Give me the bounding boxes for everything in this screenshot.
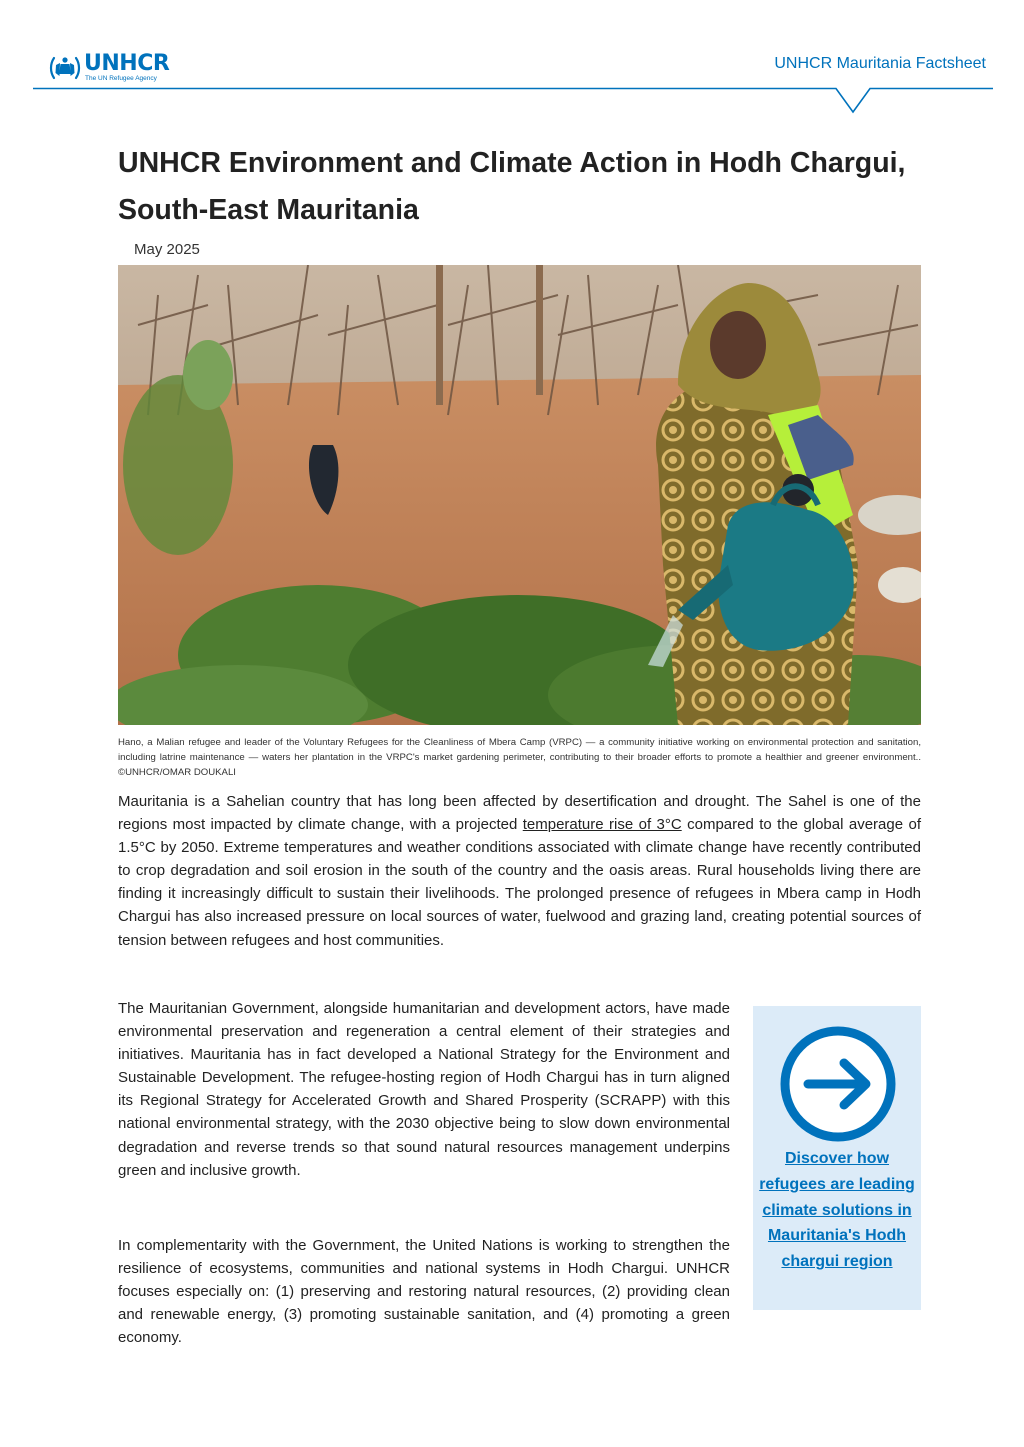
header-rule-divider <box>0 80 1024 120</box>
strategy-paragraph: The Mauritanian Government, alongside humanitarian and development actors, have made environmental preservation and regeneration a central element of their strategies and initiatives. Mauritania has in fact developed a National Strategy for the Environment and Sustainable Development. The refugee-hosting region of Hodh Chargui has in turn aligned its Regional Strategy for Accelerated Growth and Shared Prosperity (SCRAPP) with this national environmental strategy, with the 2030 objective being to slow down environmental degradation and reverse trends so that sound natural resources management underpins green and inclusive growth. <box>118 1000 730 1179</box>
publication-date: May 2025 <box>134 241 200 258</box>
factsheet-label: UNHCR Mauritania Factsheet <box>774 55 986 72</box>
feature-photo <box>118 265 921 725</box>
garden-photo-illustration <box>118 265 921 725</box>
intro-paragraph <box>118 790 921 952</box>
intro-text-after: compared to the global average of 1.5°C by 2050. Extreme temperatures and weather conditions associated with climate change have recently contributed to crop degradation and soil erosion in the south of the country and the oasis areas. Rural households living there are finding it increasingly difficult to sustain their livelihoods. The prolonged presence of refugees in Mbera camp in Hodh Chargui has also increased pressure on local sources of water, fuelwood and grazing land, creating potential sources of tension between refugees and host communities. <box>118 816 921 949</box>
photo-caption: Hano, a Malian refugee and leader of the Voluntary Refugees for the Cleanliness of Mbera Camp (VRPC) — a community initiative working on environmental protection and sanitation, including latrine maintenance — waters her plantation in the VRPC's market gardening perimeter, contributing to their broader efforts to promote a healthier and greener environment.. ©UNHCR/OMAR DOUKALI <box>118 737 921 778</box>
page-title: UNHCR Environment and Climate Action in Hodh Chargui, South-East Mauritania <box>118 147 906 226</box>
intro-text-before: Mauritania is a Sahelian country that has long been affected by desertification and drought. The Sahel is one of the regions most impacted by climate change, with a projected <box>118 793 921 834</box>
arrow-right-circle-icon[interactable] <box>779 1025 897 1143</box>
logo-wordmark <box>84 53 169 83</box>
discover-refugees-climate-link[interactable]: Discover how refugees are leading climate solutions in Mauritania's Hodh chargui region <box>759 1150 915 1271</box>
page-header <box>0 0 1024 120</box>
logo-name: UNHCR <box>84 51 170 77</box>
un-focus-paragraph: In complementarity with the Government, the United Nations is working to strengthen the resilience of ecosystems, communities and national systems in Hodh Chargui. UNHCR focuses especially on: (1) preserving and restoring natural resources, (2) providing clean and renewable energy, (3) promoting sustainable sanitation, and (4) promoting a green economy. <box>118 1237 730 1347</box>
logo-tagline: The UN Refugee Agency <box>85 75 157 83</box>
discover-callout-box <box>753 1006 921 1310</box>
temperature-rise-link[interactable]: temperature rise of 3°C <box>522 816 682 834</box>
